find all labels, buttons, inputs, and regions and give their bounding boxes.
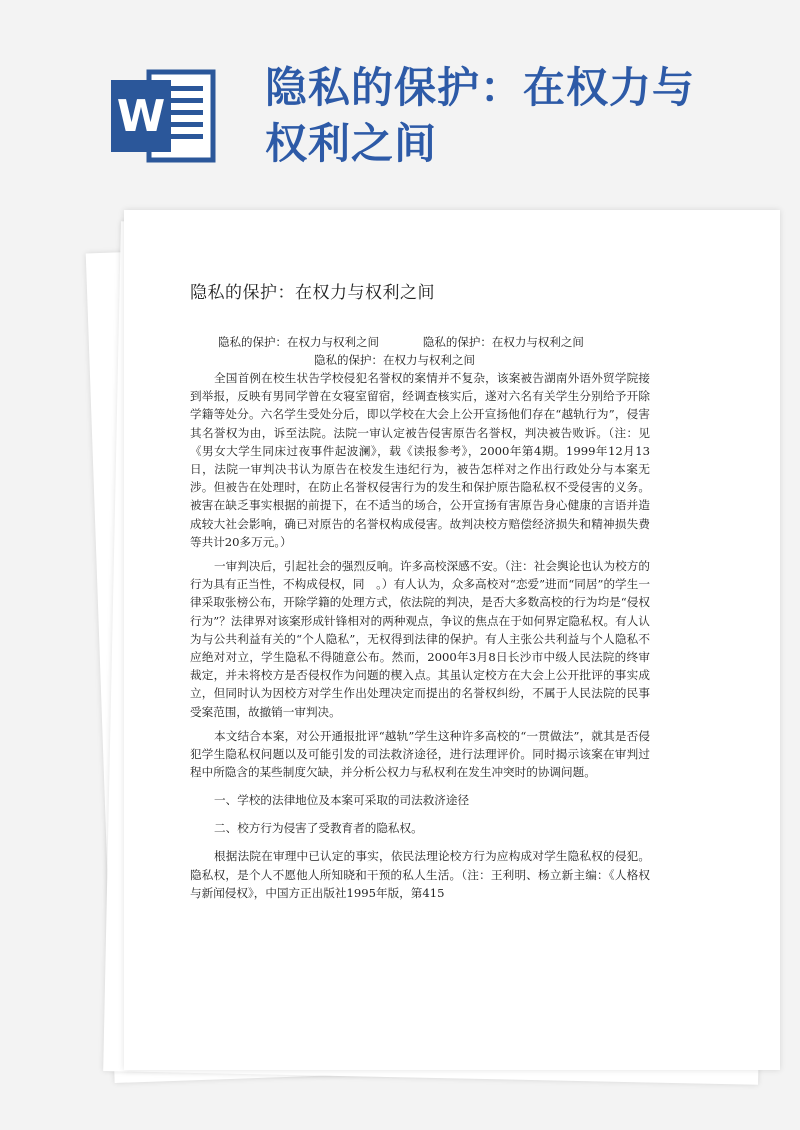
page-title-line-1: 隐私的保护：在权力与 <box>265 63 696 112</box>
page-title-line-2: 权利之间 <box>265 119 438 168</box>
section-heading-1: 一、学校的法律地位及本案可采取的司法救济途径 <box>214 793 470 808</box>
document-paragraph-2: 一审判决后，引起社会的强烈反响。许多高校深感不安。（注：社会舆论也认为校方的行为具有正当性，不构成侵权，同 。）有人认为，众多高校对“恋爱”进而“同居”的学生一律采取张榜公布，开除学籍的处理方式，依法院的判决，是否大多数高校的行为均是“侵权行为”？法律界对该案形成针锋相对的两种观点，争议的焦点在于如何界定隐私权。有人认为与公共利益有关的“个人隐私”，无权得到法律的保护。有人主张公共利益与个人隐私不应绝对对立，学生隐私不得随意公布。然而，2000年3月8日长沙市中级人民法院的终审裁定，并未将校方是否侵权作为问题的楔入点。其虽认定校方在大会上公开批评的事实成立，但同时认为因校方对学生作出处理决定而提出的名誉权纠纷，不属于人民法院的民事受案范围，故撤销一审判决。 <box>190 559 650 719</box>
document-paragraph-4: 根据法院在审理中已认定的事实，依民法理论校方行为应构成对学生隐私权的侵犯。隐私权，是个人不愿他人所知晓和干预的私人生活。（注：王利明、杨立新主编：《人格权与新闻侵权》，中国方正出版社1995年版，第415 <box>190 849 650 900</box>
page-title <box>265 60 785 172</box>
section-heading-2: 二、校方行为侵害了受教育者的隐私权。 <box>214 821 423 836</box>
word-document-icon <box>109 66 217 166</box>
document-heading: 隐私的保护：在权力与权利之间 <box>190 283 435 303</box>
document-meta-line-1: 隐私的保护：在权力与权利之间 隐私的保护：在权力与权利之间 <box>218 335 584 349</box>
document-meta-line-2: 隐私的保护：在权力与权利之间 <box>314 353 475 367</box>
document-paragraph-1: 全国首例在校生状告学校侵犯名誉权的案情并不复杂，该案被告湖南外语外贸学院接到举报，反映有男同学曾在女寝室留宿，经调查核实后，遂对六名有关学生分别给予开除学籍等处分。六名学生受处分后，即以学校在大会上公开宣扬他们存在“越轨行为”，侵害其名誉权为由，诉至法院。法院一审认定被告侵害原告名誉权，判决被告败诉。（注：见《男女大学生同床过夜事件起波澜》，载《读报参考》，2000年第4期。1999年12月13日，法院一审判决书认为原告在校发生违纪行为，被告怎样对之作出行政处分与本案无涉。但被告在处理时，在防止名誉权侵害行为的发生和保护原告隐私权不受侵害的义务。被害在缺乏事实根据的前提下，在不适当的场合，公开宣扬有害原告身心健康的言语并造成较大社会影响，确已对原告的名誉权构成侵害。故判决校方赔偿经济损失和精神损失费等共计20多万元。） <box>190 371 650 549</box>
svg-text:W: W <box>116 91 166 142</box>
document-body <box>190 278 650 908</box>
document-paragraph-3: 本文结合本案，对公开通报批评“越轨”学生这种许多高校的“一贯做法”，就其是否侵犯学生隐私权问题以及可能引发的司法救济途径，进行法理评价。同时揭示该案在审判过程中所隐含的某些制度欠缺，并分析公权力与私权利在发生冲突时的协调问题。 <box>190 728 650 780</box>
